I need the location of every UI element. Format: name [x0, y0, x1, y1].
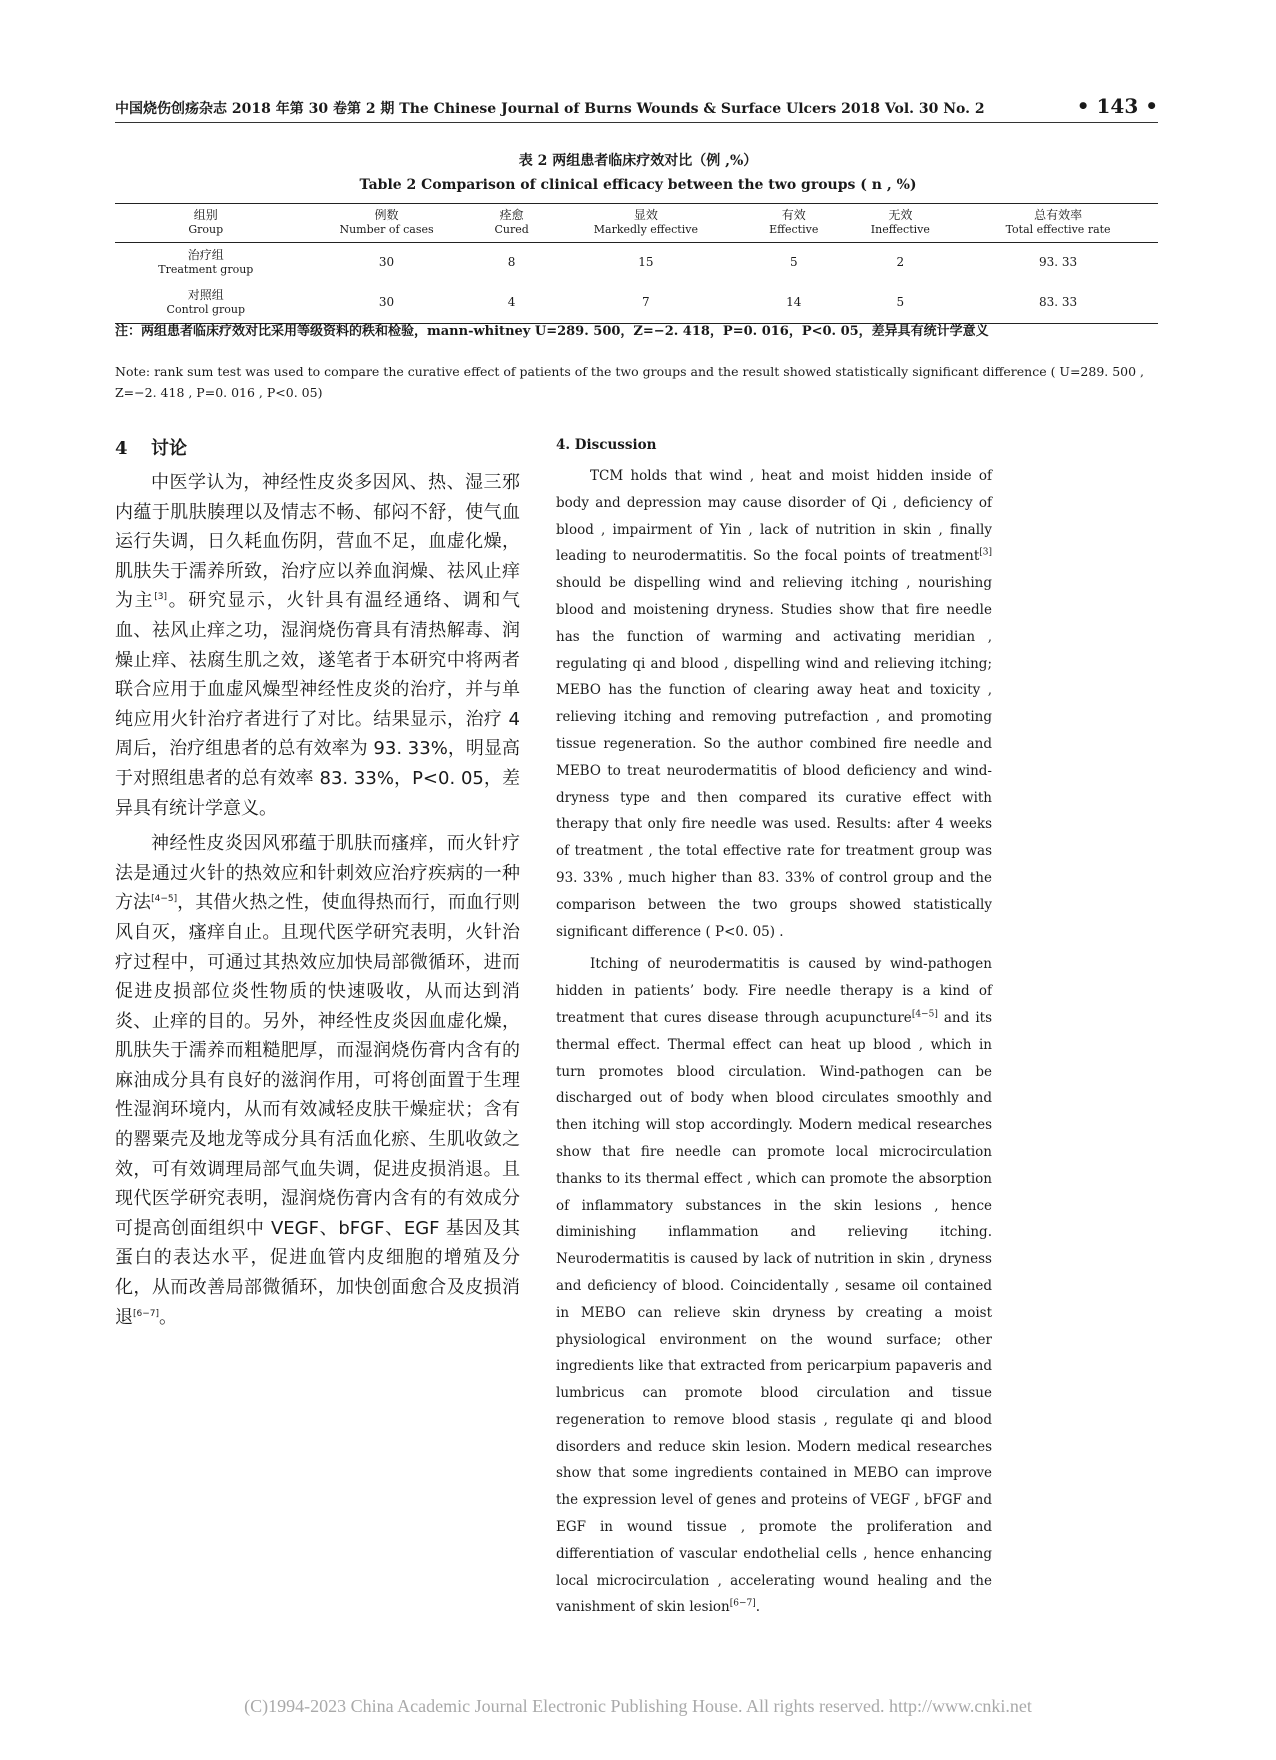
citation: [4−5]: [911, 1009, 938, 1020]
journal-header: 中国烧伤创疡杂志 2018 年第 30 卷第 2 期 The Chinese Journal of Burns Wounds & Surface Ulcers 2018 Vol. 30 No. 2: [115, 101, 985, 117]
cell-cases: 30: [297, 283, 477, 324]
section-title-cn: 讨论: [151, 438, 187, 459]
cell-marked: 15: [638, 255, 654, 270]
paragraph-cn-2: 神经性皮炎因风邪蕴于肌肤而瘙痒，而火针疗法是通过火针的热效应和针刺效应治疗疾病的一种方法[4−5]，其借火热之性，使血得热而行，而血行则风自灭，瘙痒自止。且现代医学研究表明，火针治疗过程中，可通过其热效应加快局部微循环，进而促进皮损部位炎性物质的快速吸收，从而达到消炎、止痒的目的。另外，神经性皮炎因血虚化燥，肌肤失于濡养而粗糙肥厚，而湿润烧伤膏内含有的麻油成分具有良好的滋润作用，可将创面置于生理性湿润环境内，从而有效减轻皮肤干燥症状；含有的罂粟壳及地龙等成分具有活血化瘀、生肌收敛之效，可有效调理局部气血失调，促进皮损消退。且现代医学研究表明，湿润烧伤膏内含有的有效成分可提高创面组织中 VEGF、bFGF、EGF 基因及其蛋白的表达水平，促进血管内皮细胞的增殖及分化，从而改善局部微循环，加快创面愈合及皮损消退[6−7]。: [115, 833, 520, 1328]
table-caption-cn: 表 2 两组患者临床疗效对比（例 ,%）: [518, 153, 758, 169]
cell-effective: 5: [789, 255, 798, 270]
paragraph-en-2: Itching of neurodermatitis is caused by wind-pathogen hidden in patients’ body. Fire needle therapy is a kind of treatment that cures disease through acupuncture[4−5] and its thermal effect. Thermal effect can heat up blood , which in turn promotes blood circulation. Wind-pathogen can be discharged out of body when blood circulates smoothly and then itching will stop accordingly. Modern medical researches show that fire needle can promote local microcirculation thanks to its thermal effect , which can promote the absorption of inflammatory substances in the skin lesions , hence diminishing inflammation and relieving itching. Neurodermatitis is caused by lack of nutrition in skin , dryness and deficiency of blood. Coincidentally , sesame oil contained in MEBO can relieve skin dryness by creating a moist physiological environment on the wound surface; other ingredients like that extracted from pericarpium papaveris and lumbricus can promote blood circulation and tissue regeneration to remove blood stasis , regulate qi and blood disorders and reduce skin lesion. Modern medical researches show that some ingredients contained in MEBO can improve the expression level of genes and proteins of VEGF , bFGF and EGF in wound tissue , promote the proliferation and differentiation of vascular endothelial cells , hence enhancing local microcirculation , accelerating wound healing and the vanishment of skin lesion[6−7].: [556, 956, 993, 1616]
efficacy-table: [115, 203, 1158, 324]
cell-total: 83. 33: [958, 283, 1158, 324]
copyright-footer: (C)1994-2023 China Academic Journal Electronic Publishing House. All rights reserved. http://www.cnki.net: [244, 1696, 1032, 1716]
cell-marked: 7: [547, 283, 745, 324]
table-row: [115, 283, 1158, 324]
paragraph-cn-1: 中医学认为，神经性皮炎多因风、热、湿三邪内蕴于肌肤腠理以及情志不畅、郁闷不舒，使气血运行失调，日久耗血伤阴，营血不足，血虚化燥，肌肤失于濡养所致，治疗应以养血润燥、祛风止痒为主[3]。研究显示，火针具有温经通络、调和气血、祛风止痒之功，湿润烧伤膏具有清热解毒、润燥止痒、祛腐生肌之效，遂笔者于本研究中将两者联合应用于血虚风燥型神经性皮炎的治疗，并与单纯应用火针治疗者进行了对比。结果显示，治疗 4 周后，治疗组患者的总有效率为 93. 33%，明显高于对照组患者的总有效率 83. 33%，P<0. 05，差异具有统计学意义。: [115, 472, 521, 819]
table-header-row: [115, 204, 1158, 243]
section-number: 4: [115, 438, 128, 459]
cell-total: 93. 33: [1038, 255, 1078, 270]
citation: [3]: [154, 592, 167, 603]
table-note-en: Note: rank sum test was used to compare the curative effect of patients of the two groups and the result showed statistically significant difference ( U=289. 500 , Z=−2. 418 , P=0. 016 , P<0. 05): [115, 364, 1145, 400]
discussion-en-column: [556, 437, 992, 1621]
col-header-total: 总有效率 Total effective rate: [958, 204, 1158, 243]
citation: [4−5]: [151, 894, 178, 905]
cell-group: 对照组 Control group: [115, 283, 297, 324]
cell-effective: 14: [745, 283, 842, 324]
table-note-cn: 注：两组患者临床疗效对比采用等级资料的秩和检验，mann-whitney U=289. 500，Z=−2. 418，P=0. 016，P<0. 05，差异具有统计学意义: [115, 324, 989, 339]
cell-ineffective: 2: [896, 255, 905, 270]
col-header-effective: 有效 Effective: [745, 204, 842, 243]
citation: [3]: [979, 547, 992, 558]
discussion-cn-column: [115, 434, 520, 1332]
cell-cured: 8: [507, 255, 516, 270]
cell-cured: 4: [477, 283, 547, 324]
page-number: • 143 •: [1076, 94, 1158, 118]
col-header-group: 组别 Group: [115, 204, 297, 243]
col-header-cases: 例数 Number of cases: [297, 204, 477, 243]
section-heading-en: 4. Discussion: [556, 437, 657, 453]
citation: [6−7]: [729, 1598, 756, 1609]
cell-cases: 30: [378, 255, 395, 270]
cell-group: 治疗组 Treatment group: [158, 248, 254, 277]
running-header: [115, 94, 1158, 124]
col-header-marked: 显效 Markedly effective: [547, 204, 745, 243]
section-heading-cn: [115, 434, 520, 458]
table-caption-en: Table 2 Comparison of clinical efficacy between the two groups ( n , %): [359, 177, 917, 193]
col-header-ineffective: 无效 Ineffective: [843, 204, 959, 243]
table-row: [115, 242, 1158, 283]
cell-ineffective: 5: [843, 283, 959, 324]
citation: [6−7]: [133, 1308, 160, 1319]
paragraph-en-1: TCM holds that wind , heat and moist hidden inside of body and depression may cause disorder of Qi , deficiency of blood , impairment of Yin , lack of nutrition in skin , finally leading to neurodermatitis. So the focal points of treatment[3] should be dispelling wind and relieving itching , nourishing blood and moistening dryness. Studies show that fire needle has the function of warming and activating meridian , regulating qi and blood , dispelling wind and relieving itching; MEBO has the function of clearing away heat and toxicity , relieving itching and removing putrefaction , and promoting tissue regeneration. So the author combined fire needle and MEBO to treat neurodermatitis of blood deficiency and wind-dryness type and then compared its curative effect with therapy that only fire needle was used. Results: after 4 weeks of treatment , the total effective rate for treatment group was 93. 33% , much higher than 83. 33% of control group and the comparison between the two groups showed statistically significant difference ( P<0. 05) .: [556, 468, 992, 940]
col-header-cured: 痊愈 Cured: [477, 204, 547, 243]
header-rule: [115, 122, 1158, 123]
